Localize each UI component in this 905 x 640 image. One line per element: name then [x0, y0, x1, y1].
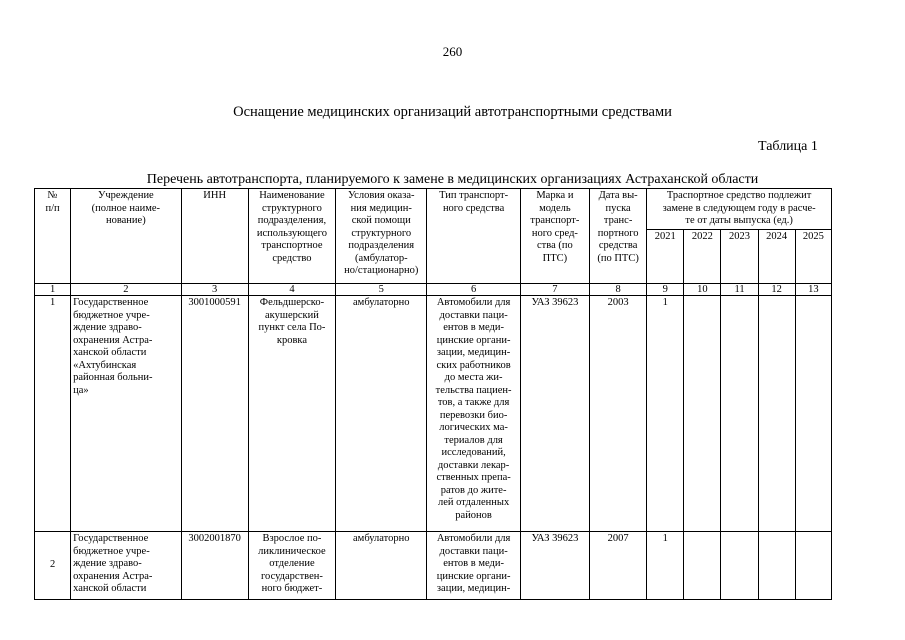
row-num: 1	[35, 296, 71, 532]
header-inn: ИНН	[181, 189, 248, 284]
row-inn: 3002001870	[181, 532, 248, 600]
table-caption: Перечень автотранспорта, планируемого к замене в медицинских организациях Астраханской области	[146, 172, 759, 187]
column-number: 7	[520, 284, 589, 296]
table-label: Таблица 1	[758, 139, 818, 154]
column-number: 12	[758, 284, 795, 296]
row-year-2024	[758, 532, 795, 600]
row-year-2025	[795, 296, 831, 532]
row-institution: Государственное бюджетное учре- ждение здраво- охранения Астра- ханской области	[71, 532, 181, 600]
header-year: 2025	[795, 230, 831, 284]
row-brand: УАЗ 39623	[520, 296, 589, 532]
table-row	[35, 532, 832, 600]
row-year-2022	[684, 532, 721, 600]
header-release-date: Дата вы- пуска транс- портного средства (по ПТС)	[590, 189, 647, 284]
column-number: 3	[181, 284, 248, 296]
page-number: 260	[442, 44, 463, 59]
column-number: 2	[71, 284, 181, 296]
column-number: 1	[35, 284, 71, 296]
row-release-date: 2003	[590, 296, 647, 532]
header-brand: Марка и модель транспорт- ного сред- ства (по ПТС)	[520, 189, 589, 284]
header-year: 2023	[721, 230, 758, 284]
header-conditions: Условия оказа- ния медицин- ской помощи структурного подразделения (амбулатор- но/стационарно)	[336, 189, 427, 284]
header-institution: Учреждение (полное наиме- нование)	[71, 189, 181, 284]
row-year-2024	[758, 296, 795, 532]
row-conditions: амбулаторно	[336, 532, 427, 600]
row-brand: УАЗ 39623	[520, 532, 589, 600]
row-institution: Государственное бюджетное учре- ждение здраво- охранения Астра- ханской области «Ахтубинская районная больни- ца»	[71, 296, 181, 532]
column-number-row	[35, 284, 832, 296]
header-unit-name: Наименование структурного подразделения, использующего транспортное средство	[248, 189, 335, 284]
row-year-2023	[721, 296, 758, 532]
row-year-2021: 1	[647, 532, 684, 600]
row-year-2021: 1	[647, 296, 684, 532]
column-number: 9	[647, 284, 684, 296]
row-conditions: амбулаторно	[336, 296, 427, 532]
row-unit-name: Фельдшерско- акушерский пункт села По- кровка	[248, 296, 335, 532]
row-unit-name: Взрослое по- ликлиническое отделение государствен- ного бюджет-	[248, 532, 335, 600]
column-number: 13	[795, 284, 831, 296]
table-row	[35, 296, 832, 532]
header-replacement-group: Траспортное средство подлежит замене в следующем году в расче- те от даты выпуска (ед.)	[647, 189, 832, 230]
row-vehicle-type: Автомобили для доставки паци- ентов в меди- цинские органи- зации, медицин- ских работников до места жи- тельства пациен- тов, а также для перевозки био- логических ма- териалов для исследований, доставки лекар- ственных препа- ратов до жите- лей отдаленных районов	[427, 296, 520, 532]
header-year: 2021	[647, 230, 684, 284]
row-year-2022	[684, 296, 721, 532]
vehicle-replacement-table	[34, 188, 832, 600]
row-release-date: 2007	[590, 532, 647, 600]
header-year: 2024	[758, 230, 795, 284]
row-year-2023	[721, 532, 758, 600]
header-year: 2022	[684, 230, 721, 284]
column-number: 4	[248, 284, 335, 296]
document-title: Оснащение медицинских организаций автотранспортными средствами	[233, 104, 672, 120]
header-row	[35, 189, 832, 230]
row-num: 2	[35, 532, 71, 600]
column-number: 5	[336, 284, 427, 296]
row-year-2025	[795, 532, 831, 600]
column-number: 11	[721, 284, 758, 296]
header-vehicle-type: Тип транспорт- ного средства	[427, 189, 520, 284]
column-number: 8	[590, 284, 647, 296]
header-num: № п/п	[35, 189, 71, 284]
row-vehicle-type: Автомобили для доставки паци- ентов в меди- цинские органи- зации, медицин-	[427, 532, 520, 600]
column-number: 10	[684, 284, 721, 296]
row-inn: 3001000591	[181, 296, 248, 532]
column-number: 6	[427, 284, 520, 296]
